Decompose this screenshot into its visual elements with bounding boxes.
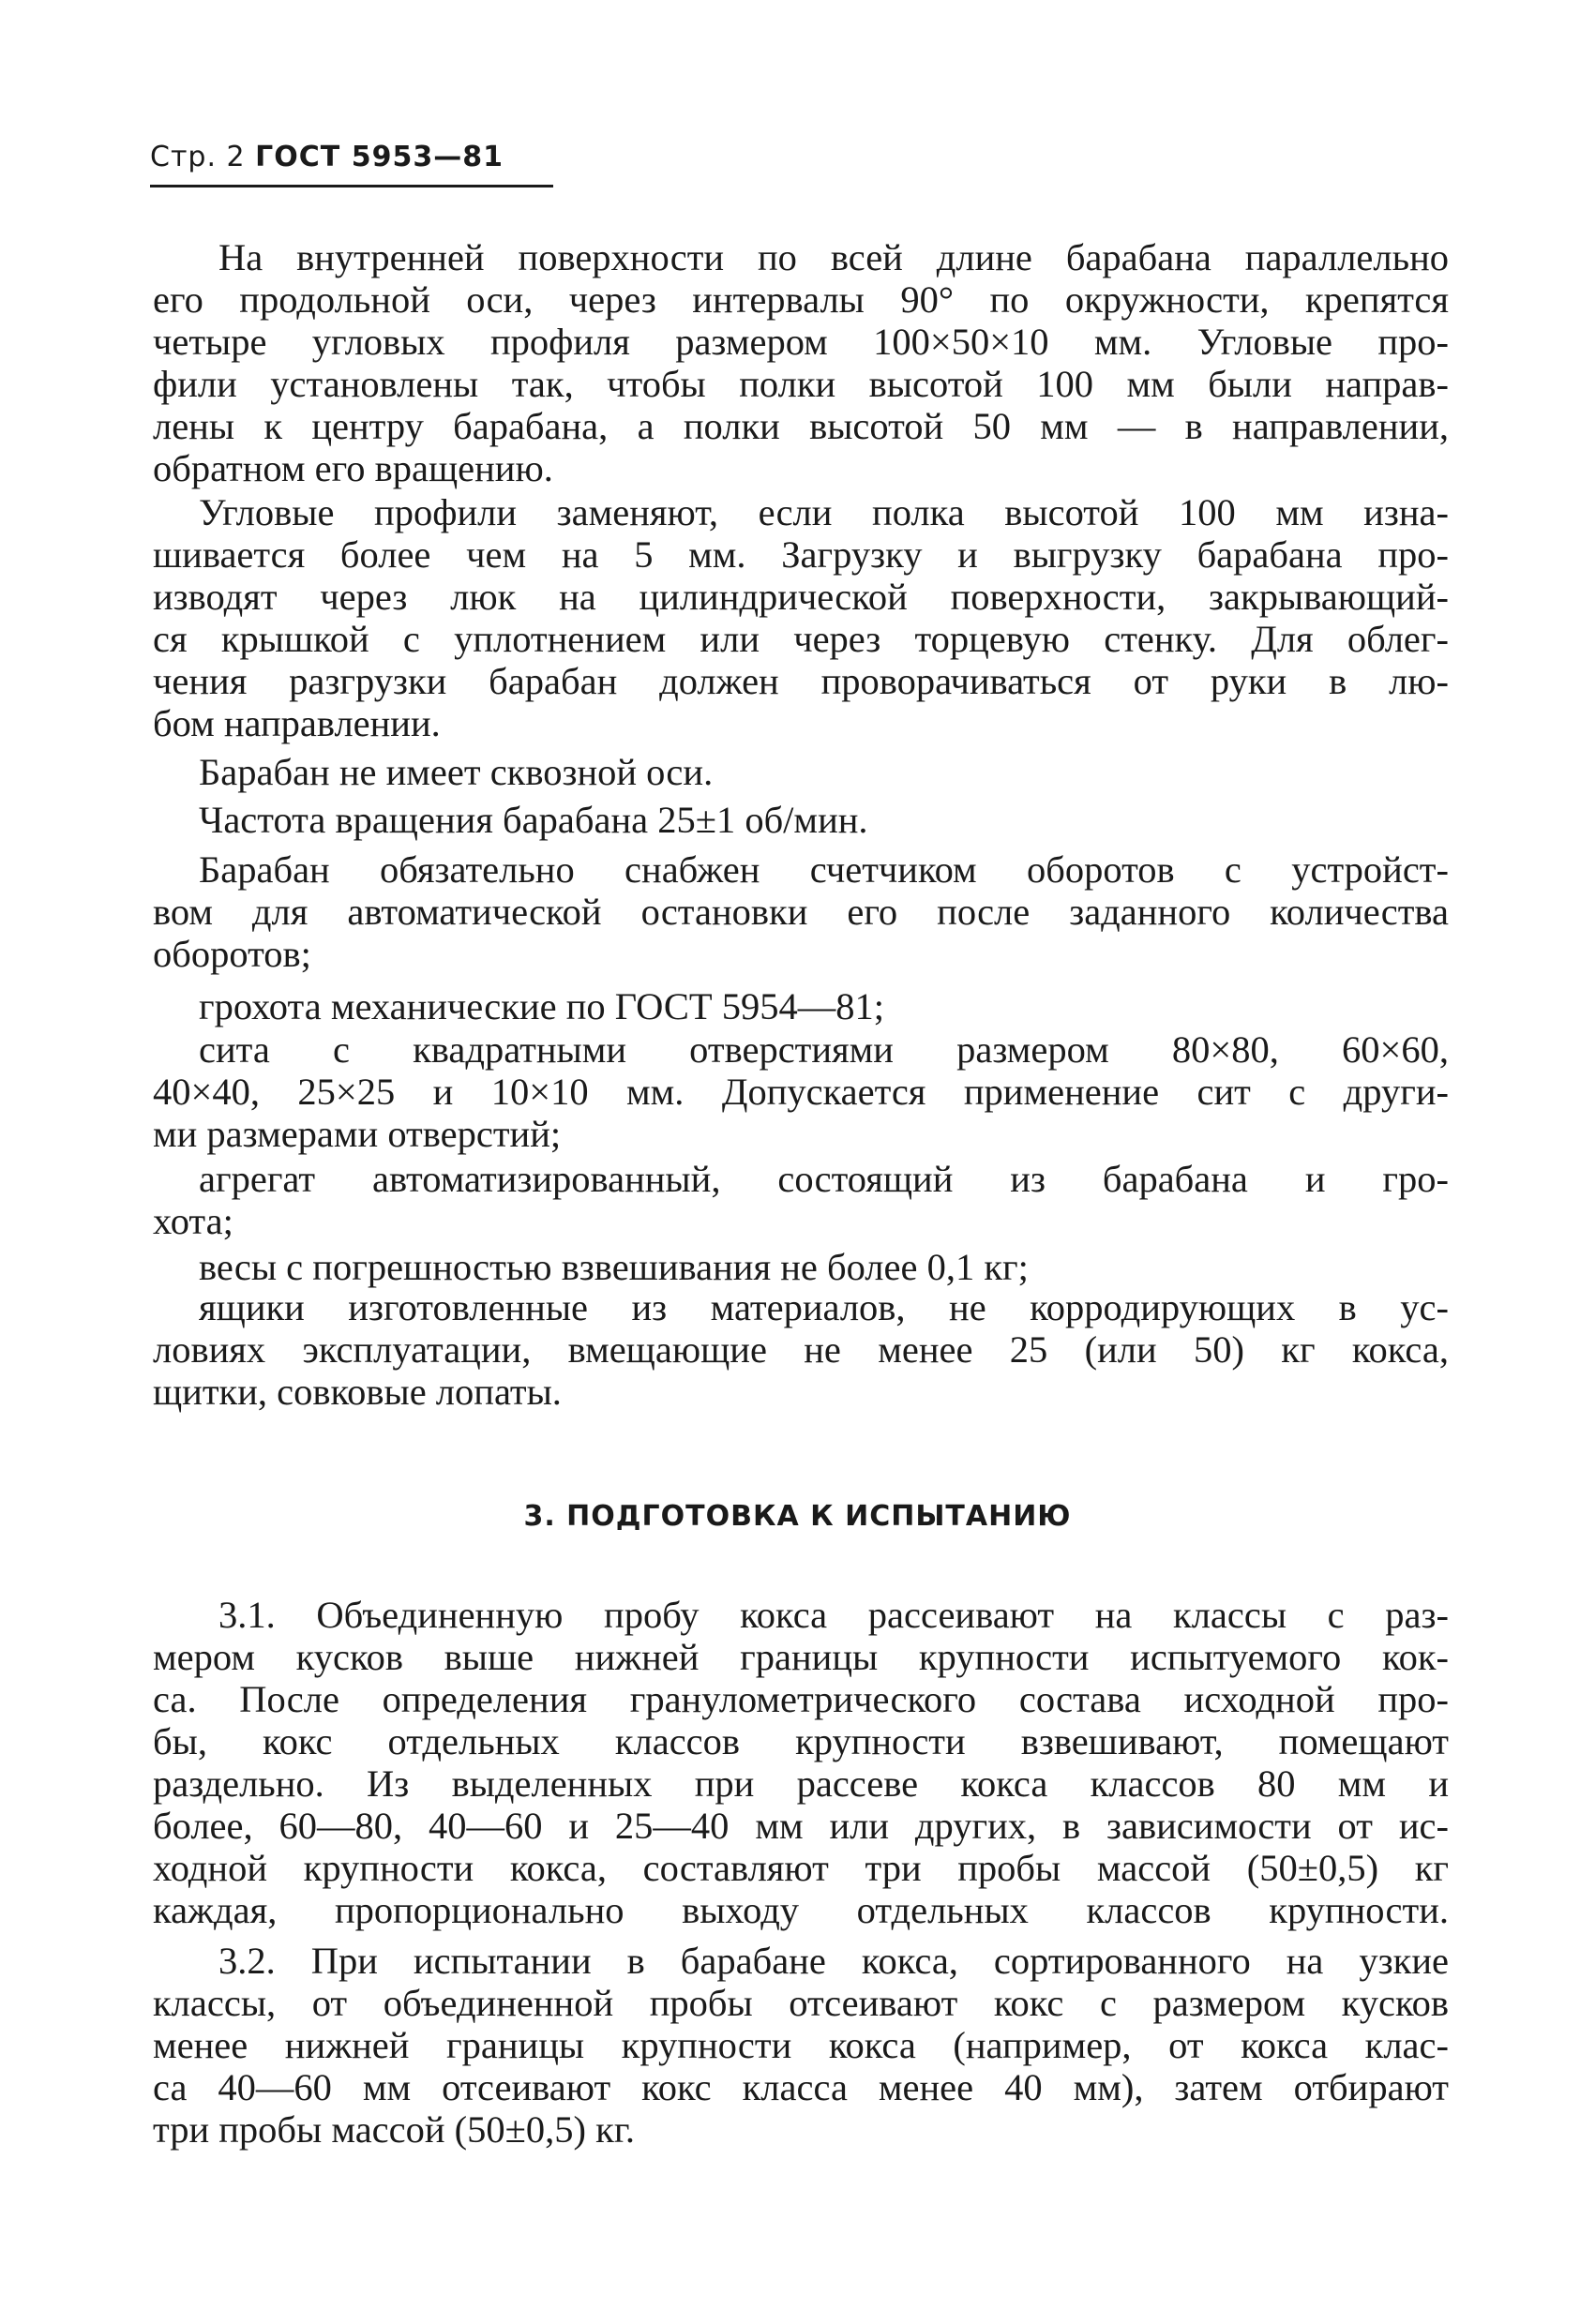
text-line: каждая, пропорционально выходу отдельных классов крупности. bbox=[153, 1889, 1449, 1931]
text-line: ловиях эксплуатации, вмещающие не менее 25 (или 50) кг кокса, bbox=[153, 1328, 1449, 1371]
text-line: лены к центру барабана, а полки высотой 50 мм — в направлении, bbox=[153, 405, 1449, 447]
text-line: его продольной оси, через интервалы 90° по окружности, крепятся bbox=[153, 278, 1449, 321]
text-line: более, 60—80, 40—60 и 25—40 мм или других, в зависимости от ис- bbox=[153, 1805, 1449, 1847]
section-heading: 3. ПОДГОТОВКА К ИСПЫТАНИЮ bbox=[523, 1500, 1072, 1533]
text-line: Угловые профили заменяют, если полка высотой 100 мм изна- bbox=[199, 491, 1449, 533]
running-header bbox=[150, 141, 504, 173]
text-line: са. После определения гранулометрического состава исходной про- bbox=[153, 1678, 1449, 1720]
text-line: 3.2. При испытании в барабане кокса, сортированного на узкие bbox=[218, 1940, 1449, 1982]
text-line: 40×40, 25×25 и 10×10 мм. Допускается применение сит с други- bbox=[153, 1071, 1449, 1113]
text-line: вом для автоматической остановки его после заданного количества bbox=[153, 891, 1449, 933]
page-number: Стр. 2 bbox=[150, 141, 246, 173]
text-line: обратном его вращению. bbox=[153, 447, 553, 489]
text-line: чения разгрузки барабан должен проворачиваться от руки в лю- bbox=[153, 660, 1449, 702]
text-line: сита с квадратными отверстиями размером 80×80, 60×60, bbox=[199, 1028, 1449, 1071]
text-line: менее нижней границы крупности кокса (например, от кокса клас- bbox=[153, 2024, 1449, 2066]
text-line: грохота механические по ГОСТ 5954—81; bbox=[199, 985, 885, 1027]
text-line: са 40—60 мм отсеивают кокс класса менее 40 мм), затем отбирают bbox=[153, 2066, 1449, 2108]
text-line: На внутренней поверхности по всей длине барабана параллельно bbox=[218, 236, 1449, 278]
text-line: шивается более чем на 5 мм. Загрузку и выгрузку барабана про- bbox=[153, 533, 1449, 576]
text-line: оборотов; bbox=[153, 933, 311, 975]
text-line: фили установлены так, чтобы полки высотой 100 мм были направ- bbox=[153, 363, 1449, 405]
header-rule bbox=[150, 185, 553, 187]
text-line: бом направлении. bbox=[153, 702, 441, 744]
text-line: ходной крупности кокса, составляют три пробы массой (50±0,5) кг bbox=[153, 1847, 1449, 1889]
text-line: бы, кокс отдельных классов крупности взвешивают, помещают bbox=[153, 1720, 1449, 1762]
text-line: 3.1. Объединенную пробу кокса рассеивают на классы с раз- bbox=[218, 1594, 1449, 1636]
text-line: весы с погрешностью взвешивания не более 0,1 кг; bbox=[199, 1246, 1029, 1288]
text-line: изводят через люк на цилиндрической поверхности, закрывающий- bbox=[153, 576, 1449, 618]
standard-code: ГОСТ 5953—81 bbox=[255, 141, 504, 173]
text-line: ся крышкой с уплотнением или через торцевую стенку. Для облег- bbox=[153, 618, 1449, 660]
text-line: Барабан не имеет сквозной оси. bbox=[199, 751, 714, 793]
text-line: три пробы массой (50±0,5) кг. bbox=[153, 2108, 635, 2151]
text-line: классы, от объединенной пробы отсеивают кокс с размером кусков bbox=[153, 1982, 1449, 2024]
text-line: агрегат автоматизированный, состоящий из барабана и гро- bbox=[199, 1158, 1449, 1200]
text-line: хота; bbox=[153, 1200, 233, 1242]
text-line: ящики изготовленные из материалов, не корродирующих в ус- bbox=[199, 1286, 1449, 1328]
text-line: щитки, совковые лопаты. bbox=[153, 1371, 562, 1413]
text-line: ми размерами отверстий; bbox=[153, 1113, 562, 1155]
text-line: мером кусков выше нижней границы крупности испытуемого кок- bbox=[153, 1636, 1449, 1678]
text-line: Частота вращения барабана 25±1 об/мин. bbox=[199, 799, 868, 841]
text-line: четыре угловых профиля размером 100×50×10 мм. Угловые про- bbox=[153, 321, 1449, 363]
text-line: Барабан обязательно снабжен счетчиком оборотов с устройст- bbox=[199, 848, 1449, 891]
text-line: раздельно. Из выделенных при рассеве кокса классов 80 мм и bbox=[153, 1762, 1449, 1805]
